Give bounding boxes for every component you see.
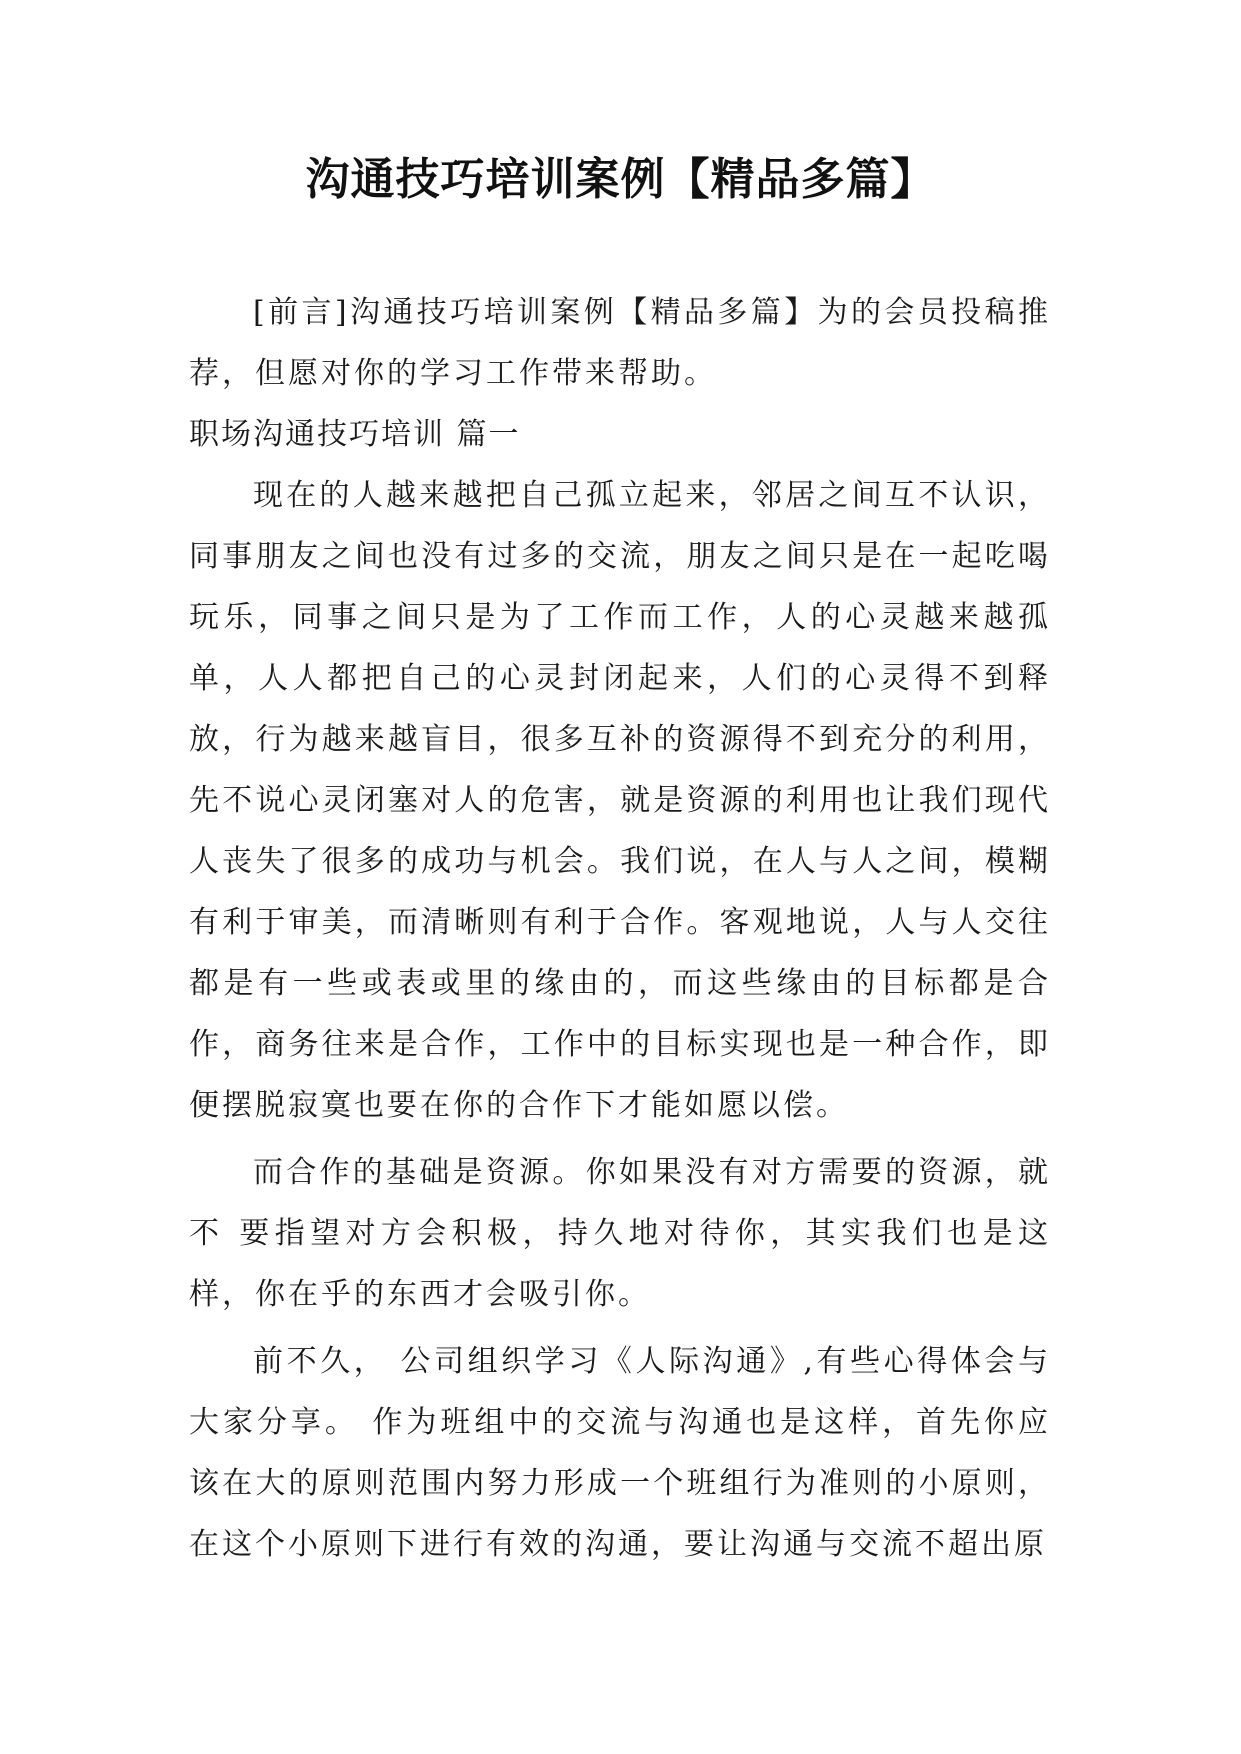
document-body <box>189 282 1051 1575</box>
document-title: 沟通技巧培训案例【精品多篇】 <box>305 154 936 205</box>
body-paragraph-1: 现在的人越来越把自己孤立起来，邻居之间互不认识，同事朋友之间也没有过多的交流，朋友之间只是在一起吃喝玩乐，同事之间只是为了工作而工作，人的心灵越来越孤单，人人都把自己的心灵封闭起来，人们的心灵得不到释放，行为越来越盲目，很多互补的资源得不到充分的利用，先不说心灵闭塞对人的危害，就是资源的利用也让我们现代人丧失了很多的成功与机会。我们说，在人与人之间，模糊有利于审美，而清晰则有利于合作。客观地说，人与人交往都是有一些或表或里的缘由的，而这些缘由的目标都是合作，商务往来是合作，工作中的目标实现也是一种合作，即便摆脱寂寞也要在你的合作下才能如愿以偿。 <box>189 478 1051 1123</box>
body-paragraph-2: 而合作的基础是资源。你如果没有对方需要的资源，就不 要指望对方会积极，持久地对待你，其实我们也是这样，你在乎的东西才会吸引你。 <box>189 1155 1051 1312</box>
section-heading: 职场沟通技巧培训 篇一 <box>189 417 521 452</box>
body-paragraph-3: 前不久， 公司组织学习《人际沟通》,有些心得体会与大家分享。 作为班组中的交流与沟通也是这样，首先你应该在大的原则范围内努力形成一个班组行为准则的小原则，在这个小原则下进行有效的沟通，要让沟通与交流不超出原 <box>189 1344 1051 1562</box>
preface-paragraph: [前言]沟通技巧培训案例【精品多篇】为的会员投稿推荐，但愿对你的学习工作带来帮助。 <box>189 295 1051 391</box>
